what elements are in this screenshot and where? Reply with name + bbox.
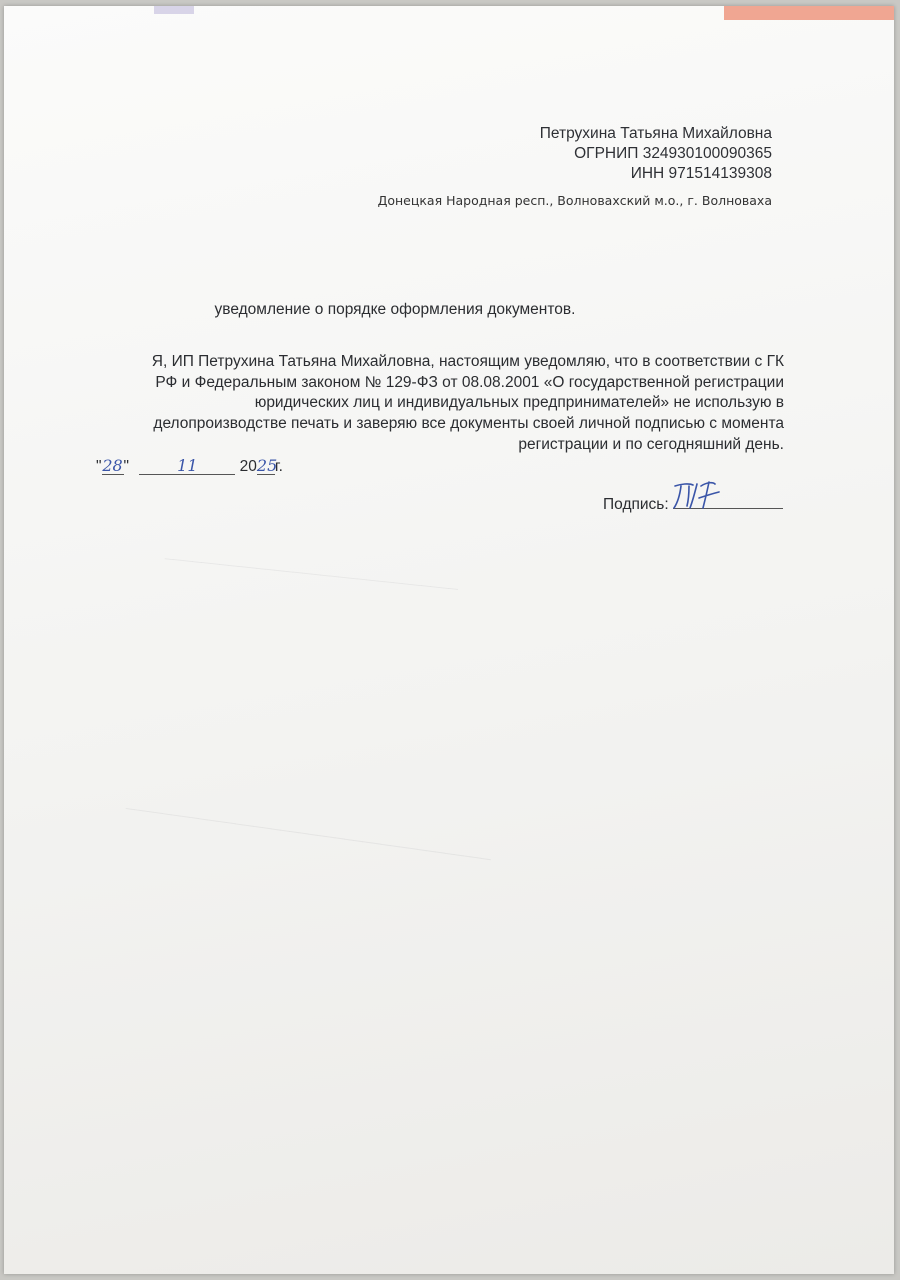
sender-name: Петрухина Татьяна Михайловна [539, 125, 772, 142]
body-line: юридических лиц и индивидуальных предпринимателей» не использую в [254, 394, 784, 412]
date-year-prefix: 20 [239, 458, 257, 475]
notice-body [94, 352, 784, 456]
date-year-unit: г. [274, 458, 283, 475]
sender-ogrnip: ОГРНИП 324930100090365 [574, 145, 772, 162]
sender-inn: ИНН 971514139308 [630, 165, 772, 182]
date-quote-open: " [96, 458, 102, 475]
body-line: регистрации и по сегодняшний день. [518, 435, 784, 453]
date-day-handwritten: 28 [102, 456, 123, 475]
body-line: Я, ИП Петрухина Татьяна Михайловна, настоящим уведомляю, что в соответствии с ГК [151, 353, 784, 370]
corner-sticker [724, 6, 894, 20]
date-year-handwritten: 25 [256, 456, 278, 475]
body-line: делопроизводстве печать и заверяю все документы своей личной подписью с момента [153, 415, 784, 433]
sender-address: Донецкая Народная респ., Волновахский м.о., г. Волноваха [377, 193, 772, 208]
date-month-handwritten: 11 [139, 458, 235, 475]
date-row [96, 458, 283, 476]
show-through-text: ──────────────────────────────── [164, 550, 459, 597]
handwritten-signature [671, 478, 731, 512]
document-sheet [4, 6, 894, 1274]
signature-row [603, 490, 783, 514]
date-quote-close: " [123, 458, 130, 475]
signature-label: Подпись: [603, 496, 669, 513]
document-title [0, 301, 900, 319]
body-line: РФ и Федеральным законом № 129-ФЗ от 08.08.2001 «О государственной регистрации [155, 373, 784, 391]
sender-header [378, 124, 772, 210]
signature-line [673, 490, 783, 509]
document-title-text: уведомление о порядке оформления документов. [214, 301, 576, 318]
corner-sticker-left [154, 6, 194, 14]
show-through-text: ──────────────────────────────────────── [124, 800, 492, 867]
